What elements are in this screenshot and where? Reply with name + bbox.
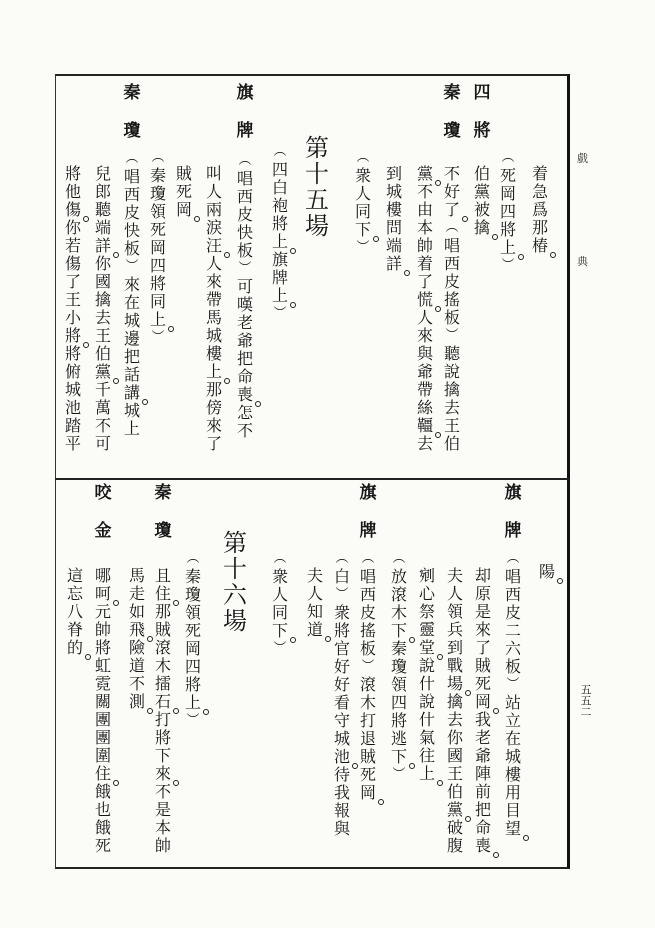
speaker-name: 四 將 [473,83,491,141]
dialogue-line: 將 他 傷 你 若 傷 了 王 小 將 將 俯 城 池 踏 平 [64,164,81,453]
dialogue-line: 陽 [538,562,555,581]
speaker-label [92,484,114,540]
speaker-name: 秦 瓊 [154,483,172,541]
speaker-name: 秦 瓊 [443,83,461,141]
section-divider [55,478,569,480]
dialogue-line: ︵ 白 ︶ 衆 將 官 好 好 看 守 城 池 待 我 報 與 [333,551,350,838]
stage-direction: ︵ 死 岡 四 將 上 ︶ [499,150,516,273]
stage-direction: ︵ 四 白 袍 將 上 旗 牌 上 ︶ [271,144,288,321]
dialogue-line: 兒 郎 聽 端 詳 你 國 擒 去 王 伯 黨 千 萬 不 可 [94,164,111,453]
speaker-label [121,84,143,140]
book-title-char-1: 戲 [577,152,588,165]
dialogue-line: 叫 人 兩 淚 汪 人 來 帶 馬 城 樓 上 那 傍 來 了 [205,164,222,453]
dialogue-line: 夫 人 領 兵 到 戰 場 擒 去 你 國 王 伯 黨 破 腹 [446,566,463,855]
dialogue-line: 且 住 那 賊 滾 木 擂 石 打 將 下 來 不 是 本 帥 [154,566,171,855]
stage-direction: ︵ 放 滾 木 下 秦 瓊 領 四 將 逃 下 ︶ [390,551,407,782]
speaker-name: 旗 牌 [359,483,377,541]
dialogue-line: 着 急 爲 那 椿 [531,164,548,255]
speaker-label [357,484,379,540]
dialogue-line: 不 好 了 ︵ 唱 西 皮 搖 板 ︶ 聽 說 擒 去 王 伯 [443,164,460,453]
stage-direction: ︵ 秦 瓊 領 死 岡 四 將 同 上 ︶ [149,150,166,345]
book-title-char-2: 典 [577,255,588,268]
speaker-name: 咬 金 [94,483,112,541]
dialogue-line: 這 忘 八 脊 的 [66,566,83,657]
speaker-label [471,84,493,140]
speaker-name: 旗 牌 [236,83,254,141]
dialogue-line: 到 城 樓 問 端 詳 [385,164,402,273]
scene-title: 第 十 五 場 [305,134,329,240]
stage-direction: ︵ 衆 人 同 下 ︶ [354,150,371,255]
page-number: 五五二 [579,684,592,717]
dialogue-line: 賊 死 岡 [175,164,192,219]
speaker-label [441,84,463,140]
stage-direction: ︵ 衆 人 同 下 ︶ [271,551,288,656]
dialogue-line: 剜 心 祭 靈 堂 說 什 說 什 氣 往 上 [418,566,435,783]
speaker-name: 旗 牌 [504,483,522,541]
speaker-label [502,484,524,540]
scene-title: 第 十 六 場 [223,529,247,635]
dialogue-line: 哪 呵 元 帥 將 虹 霓 關 團 團 圍 住 餓 也 餓 死 [94,566,111,855]
speaker-label [234,84,256,140]
dialogue-line: ︵ 唱 西 皮 搖 板 ︶ 滾 木 打 退 賊 死 岡 [359,551,376,802]
dialogue-line: 馬 走 如 飛 險 道 不 測 [128,566,145,711]
dialogue-line: 夫 人 知 道 [306,566,323,639]
dialogue-line: ︵ 唱 西 皮 快 板 ︶ 來 在 城 邊 把 話 講 城 上 [123,151,140,438]
dialogue-line: ︵ 唱 西 皮 二 六 板 ︶ 站 立 在 城 樓 用 目 望 [504,551,521,838]
stage-direction: ︵ 秦 瓊 領 死 岡 四 將 上 ︶ [184,551,201,728]
dialogue-line: ︵ 唱 西 皮 快 板 ︶ 可 嘆 老 爺 把 命 喪 怎 不 [236,153,253,440]
dialogue-line: 伯 黨 被 擒 [473,164,490,237]
dialogue-line: 黨 不 由 本 帥 着 了 慌 人 來 與 爺 帶 絲 韁 去 [416,164,433,453]
speaker-name: 秦 瓊 [123,83,141,141]
dialogue-line: 却 原 是 來 了 賊 死 岡 我 老 爺 陣 前 把 命 喪 [474,566,491,855]
speaker-label [152,484,174,540]
